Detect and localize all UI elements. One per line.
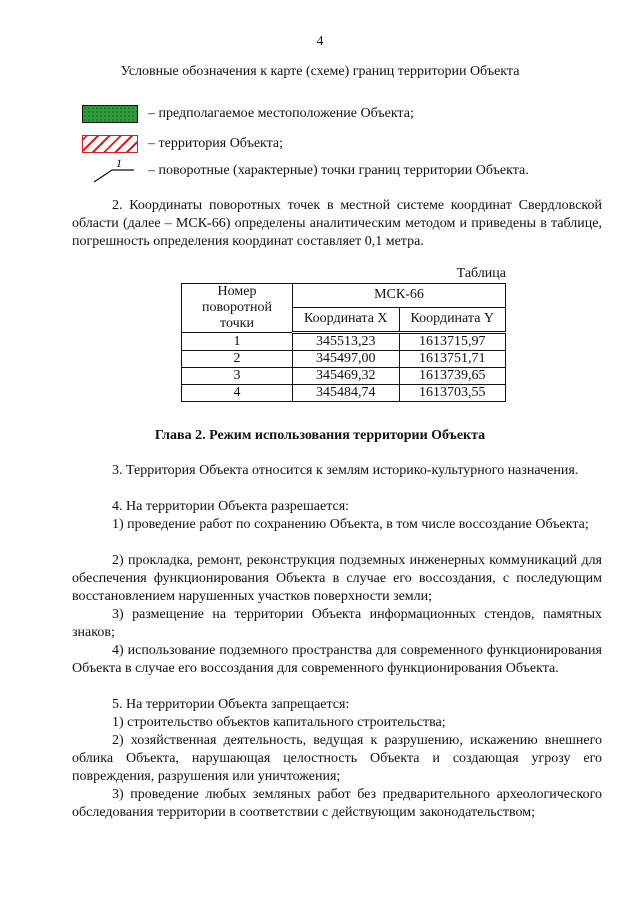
- green-fill-symbol: [82, 105, 138, 123]
- red-hatch-symbol: [82, 135, 138, 153]
- turning-point-icon: [82, 156, 138, 184]
- cell-point: 3: [182, 368, 293, 385]
- legend-text: – предполагаемое местоположение Объекта;: [148, 106, 414, 121]
- table-row: [182, 385, 506, 402]
- section-2-paragraph: 2. Координаты поворотных точек в местной системе координат Свердловской области (далее – МСК-66) определены аналитическим методом и приведены в таблице, погрешность определения координат составляет 0,1 метра.: [72, 198, 602, 249]
- paragraph-5-1: 1) строительство объектов капитального строительства;: [112, 715, 446, 730]
- legend-title: Условные обозначения к карте (схеме) границ территории Объекта: [120, 64, 520, 79]
- legend-item-territory: [82, 133, 283, 155]
- legend-text: – территория Объекта;: [148, 136, 284, 151]
- cell-x: 345497,00: [293, 351, 400, 368]
- header-point-number: Номер поворотной точки: [182, 284, 293, 333]
- paragraph-4-2: 2) прокладка, ремонт, реконструкция подземных инженерных коммуникаций для обеспечения функционирования Объекта в случае его воссоздания, с последующим восстановлением нарушенных участков поверхности земли;: [72, 553, 602, 604]
- paragraph-5: 5. На территории Объекта запрещается:: [112, 697, 350, 712]
- cell-y: 1613703,55: [399, 385, 506, 402]
- cell-point: 4: [182, 385, 293, 402]
- table-row: [182, 351, 506, 368]
- paragraph-4-4: 4) использование подземного пространства для современного функционирования Объекта в случае его воссоздания для современного функционирования Объекта.: [72, 643, 602, 676]
- header-coordinate-system: МСК-66: [293, 284, 506, 308]
- chapter-heading: Глава 2. Режим использования территории Объекта: [154, 428, 486, 443]
- point-label: 1: [116, 156, 122, 170]
- header-x: Координата X: [293, 307, 400, 332]
- table-row: [182, 368, 506, 385]
- cell-y: 1613715,97: [399, 333, 506, 351]
- cell-x: 345513,23: [293, 333, 400, 351]
- legend-item-points: [82, 156, 529, 182]
- paragraph-5-3: 3) проведение любых земляных работ без предварительного археологического обследования территории в соответствии с действующим законодательством;: [72, 787, 602, 820]
- paragraph-4: 4. На территории Объекта разрешается:: [112, 499, 350, 514]
- cell-x: 345469,32: [293, 368, 400, 385]
- turning-point-symbol: [82, 156, 138, 180]
- paragraph-5-2: 2) хозяйственная деятельность, ведущая к разрушению, искажению внешнего облика Объекта, нарушающая целостность Объекта и создающая угрозу его повреждения, разрушения или уничтожения;: [72, 733, 602, 784]
- cell-point: 1: [182, 333, 293, 351]
- page-number: 4: [316, 34, 324, 49]
- paragraph-3: 3. Территория Объекта относится к землям историко-культурного назначения.: [112, 463, 579, 478]
- coordinates-table: [181, 283, 506, 402]
- header-y: Координата Y: [399, 307, 506, 332]
- paragraph-4-1: 1) проведение работ по сохранению Объекта, в том числе воссоздание Объекта;: [112, 517, 589, 532]
- cell-point: 2: [182, 351, 293, 368]
- legend-item-location: [82, 103, 414, 125]
- legend-text: – поворотные (характерные) точки границ территории Объекта.: [148, 163, 529, 178]
- table-caption: Таблица: [456, 266, 506, 281]
- cell-x: 345484,74: [293, 385, 400, 402]
- cell-y: 1613739,65: [399, 368, 506, 385]
- table-row: [182, 333, 506, 351]
- cell-y: 1613751,71: [399, 351, 506, 368]
- paragraph-4-3: 3) размещение на территории Объекта информационных стендов, памятных знаков;: [72, 607, 602, 640]
